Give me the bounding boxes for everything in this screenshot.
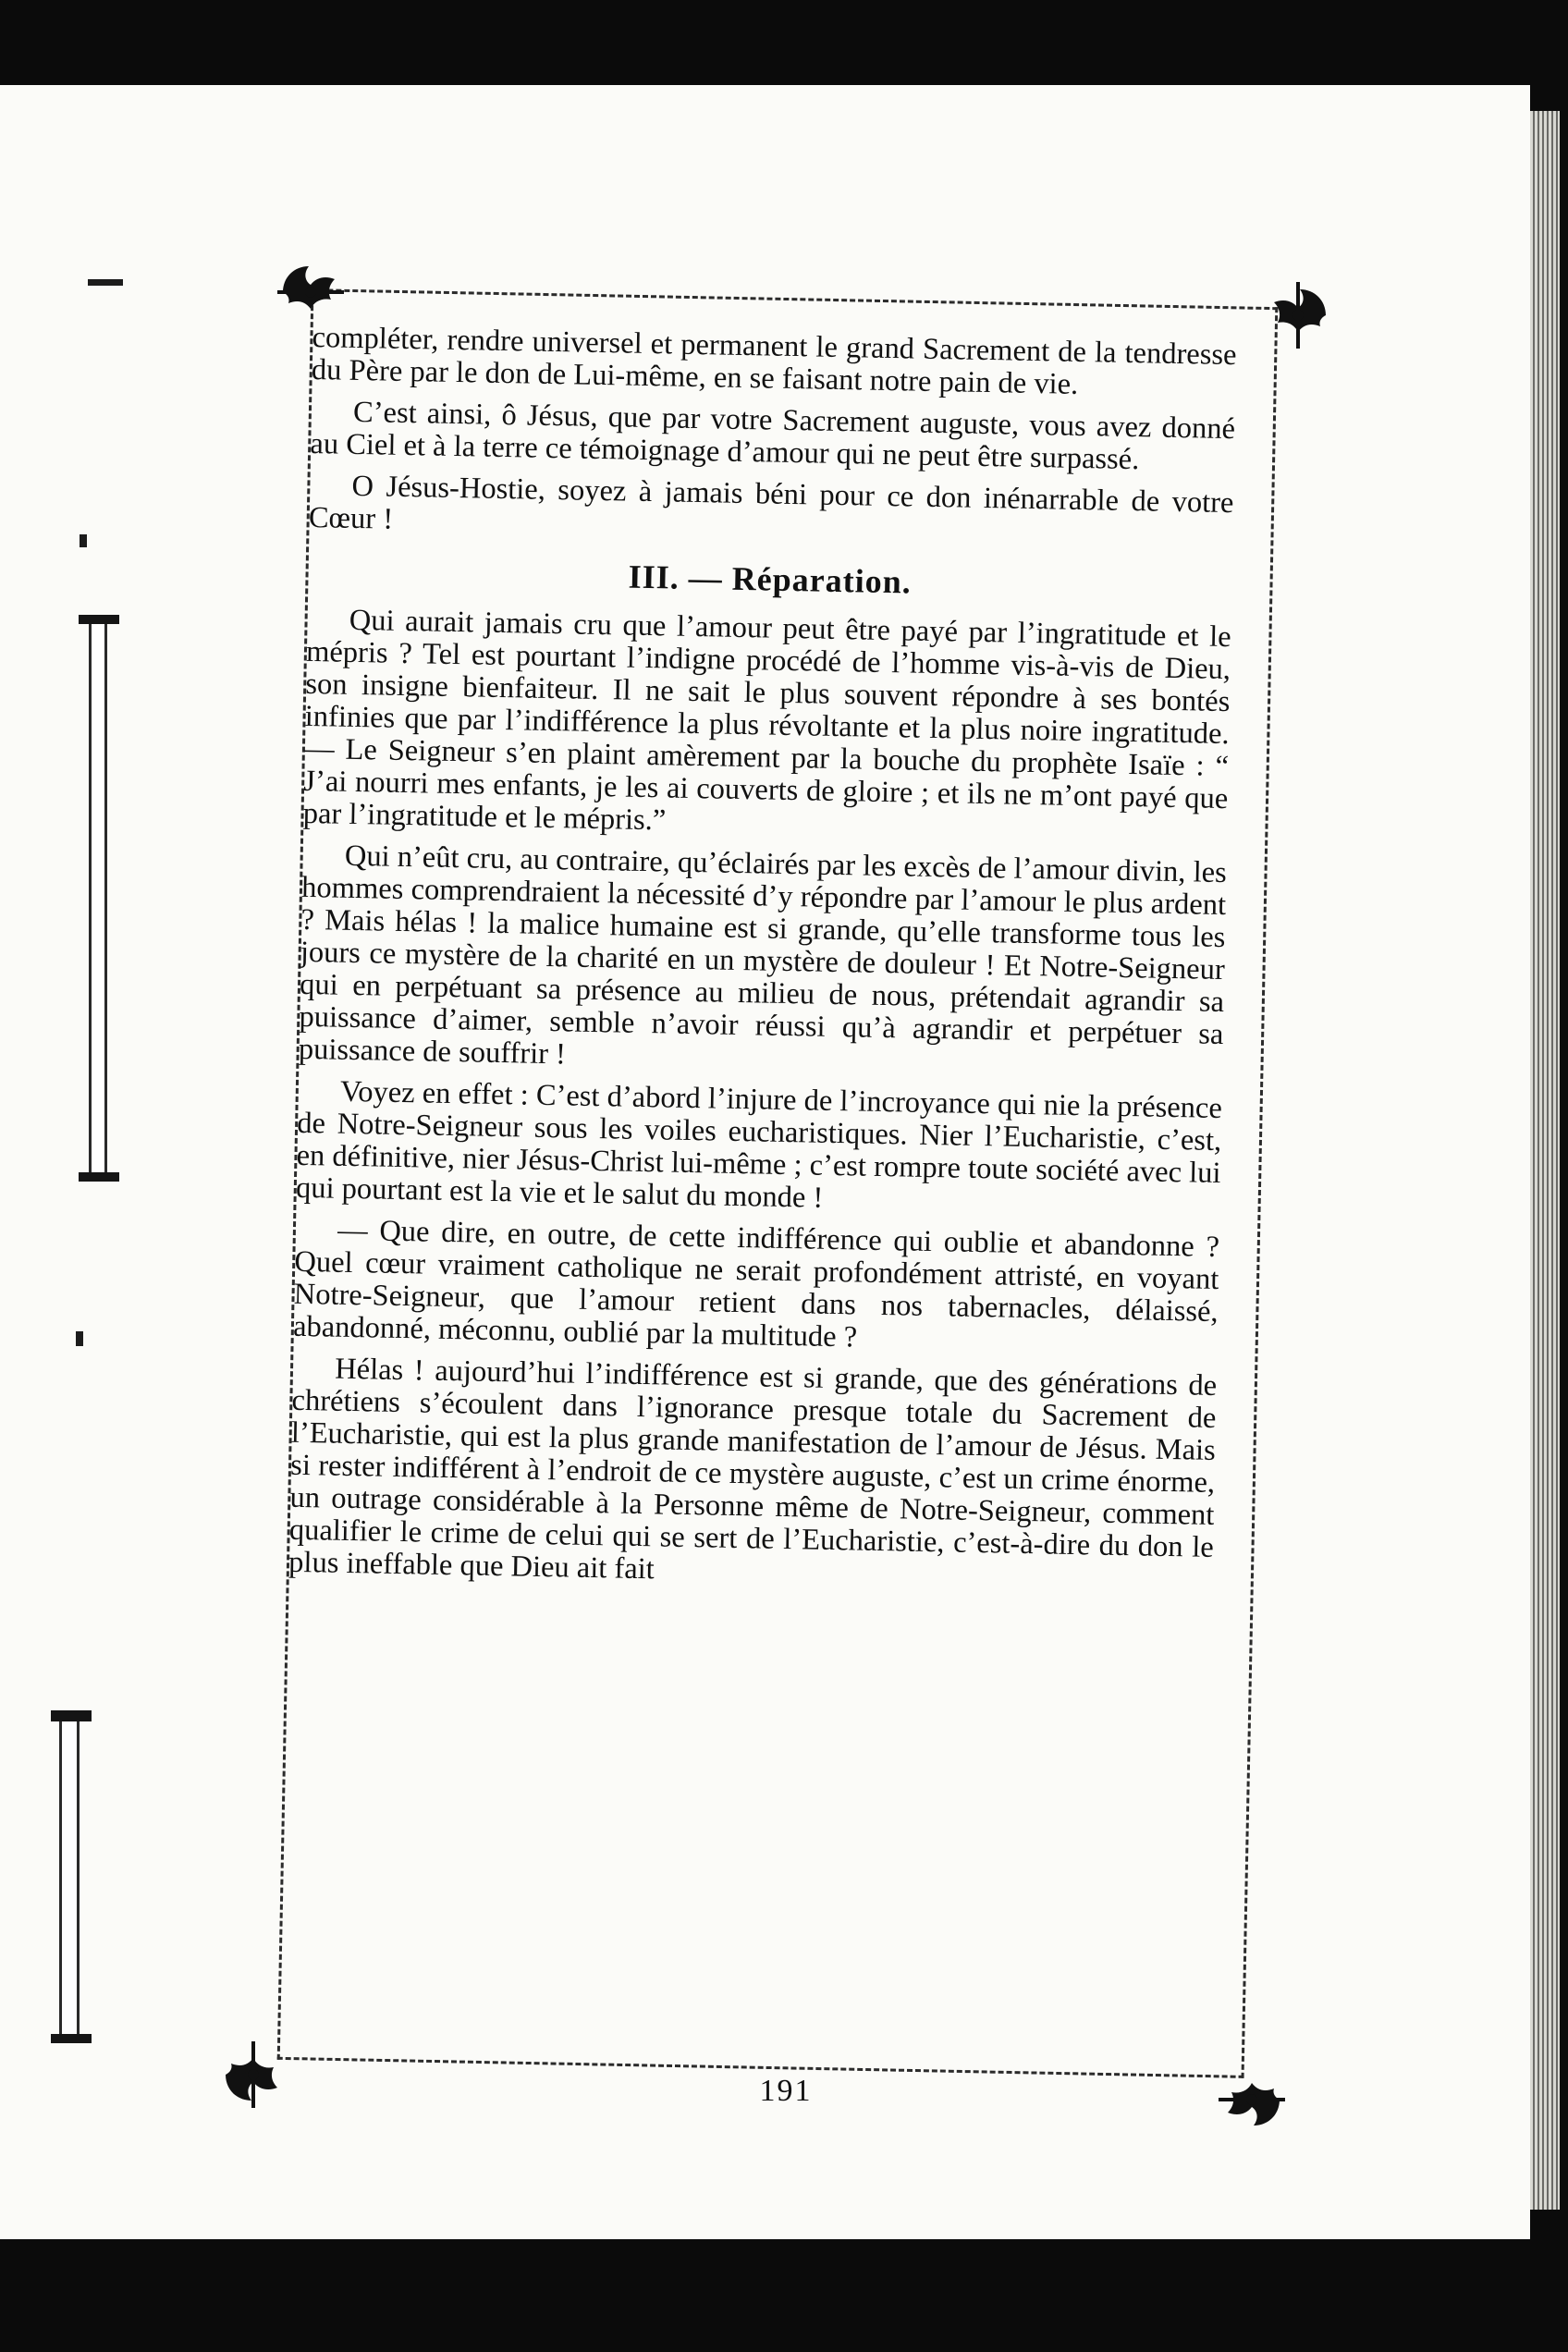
- fleuron-icon: [220, 2041, 287, 2108]
- page-text: [288, 322, 1237, 1606]
- binding-cap: [79, 1172, 119, 1182]
- binding-mark: [88, 279, 123, 286]
- paragraph: Qui n’eût cru, au contraire, qu’éclairés par les excès de l’amour divin, les hommes comprendraient la nécessité d’y répondre par l’amour le plus ardent ? Mais hélas ! la malice humaine est si grande, qu’elle transforme tous les jours ce mystère de la charité en un mystère de douleur ! Et Notre-Seigneur qui en perpétuant sa présence au milieu de nous, prétendait agrandir sa puissance d’aimer, semble n’avoir réussi qu’à agrandir et perpétuer sa puissance de souffrir !: [298, 839, 1228, 1072]
- binding-mark: [76, 1331, 83, 1346]
- binding-strip: [89, 624, 107, 1174]
- binding-cap: [51, 1710, 92, 1721]
- binding-mark: [80, 534, 87, 547]
- paragraph: compléter, rendre universel et permanent le grand Sacrement de la tendresse du Père par le don de Lui-même, en se faisant notre pain de vie.: [311, 321, 1237, 401]
- paragraph: — Que dire, en outre, de cette indifférence qui oublie et abandonne ? Quel cœur vraiment catholique ne serait profondément attristé, en voyant Notre-Seigneur, que l’amour retient dans nos tabernacles, délaissé, abandonné, méconnu, oublié par la multitude ?: [292, 1213, 1220, 1354]
- paragraph: Qui aurait jamais cru que l’amour peut être payé par l’ingratitude et le mépris ? Tel est pourtant l’indigne procédé de l’homme vis-à-vis de Dieu, son insigne bienfaiteur. Il ne sait le plus souvent répondre à ses bontés infinies que par l’indifférence la plus révoltante et la plus noire ingratitude. — Le Seigneur s’en plaint amèrement par la bouche du prophète Isaïe : “ J’ai nourri mes enfants, je les ai couverts de gloire ; et ils ne m’ont payé que par l’ingratitude et le mépris.”: [302, 603, 1231, 838]
- page-number: 191: [759, 2074, 813, 2108]
- binding-strip: [59, 1721, 80, 2036]
- paragraph: Hélas ! aujourd’hui l’indifférence est si grande, que des générations de chrétiens s’écoulent dans l’ignorance presque totale du Sacrement de l’Eucharistie, qui est la plus grande manifestation de l’amour de Jésus. Mais si rester indifférent à l’endroit de ce mystère auguste, c’est un crime énorme, un outrage considérable à la Personne même de Notre-Seigneur, comment qualifier le crime de celui qui se sert de l’Eucharistie, c’est-à-dire du don le plus ineffable que Dieu ait fait: [288, 1352, 1218, 1586]
- binding-cap: [51, 2034, 92, 2043]
- paragraph: Voyez en effet : C’est d’abord l’injure de l’incroyance qui nie la présence de Notre-Seigneur sous les voiles eucharistiques. Nier l’Eucharistie, c’est, en définitive, nier Jésus-Christ lui-même ; c’est rompre toute société avec lui qui pourtant est la vie et le salut du monde !: [295, 1074, 1223, 1215]
- section-heading: III. — Réparation.: [628, 557, 913, 601]
- paragraph: O Jésus-Hostie, soyez à jamais béni pour ce don inénarrable de votre Cœur !: [308, 469, 1234, 536]
- paragraph: C’est ainsi, ô Jésus, que par votre Sacrement auguste, vous avez donné au Ciel et à la terre ce témoignage d’amour qui ne peut être surpassé.: [310, 395, 1236, 477]
- page-edges: [1530, 111, 1560, 2210]
- binding-cap: [79, 615, 119, 624]
- fleuron-icon: [277, 259, 344, 325]
- fleuron-icon: [1219, 2066, 1285, 2133]
- fleuron-icon: [1265, 282, 1331, 349]
